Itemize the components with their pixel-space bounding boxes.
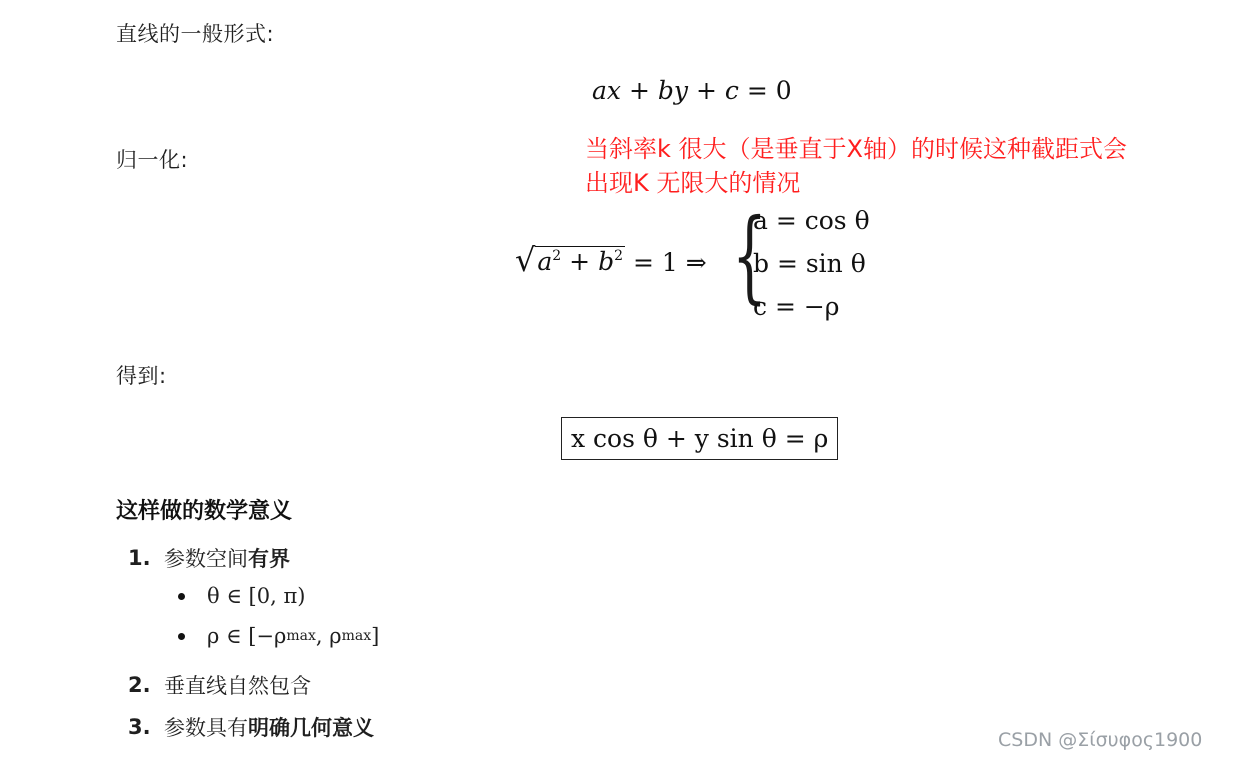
case-2: b = sin θ	[753, 249, 866, 278]
annotation-line-1: 当斜率k 很大（是垂直于X轴）的时候这种截距式会	[585, 135, 1127, 163]
annotation-line-2: 出现K 无限大的情况	[585, 169, 801, 197]
bullet-icon	[178, 633, 185, 640]
annotation-note	[585, 132, 1127, 200]
general-form-label: 直线的一般形式:	[116, 22, 275, 46]
bullet-item: θ ∈ [0, π)	[178, 584, 305, 608]
case-3: c = −ρ	[753, 292, 840, 321]
general-form-equation: ax + by + c = 0	[592, 76, 792, 105]
list-item: 2. 垂直线自然包含	[128, 673, 311, 698]
left-brace: {	[732, 197, 767, 314]
watermark: CSDN @Σίσυφος1900	[998, 729, 1203, 751]
section-heading: 这样做的数学意义	[116, 499, 293, 524]
bullet-item: ρ ∈ [−ρ max , ρ max ]	[178, 624, 379, 648]
result-equation: x cos θ + y sin θ = ρ	[561, 417, 838, 460]
sqrt-expression: √ $a^2 + b^2$	[515, 241, 623, 279]
list-item: 1. 参数空间 有界	[128, 546, 290, 571]
list-item: 3. 参数具有 明确几何意义	[128, 715, 374, 740]
bullet-icon	[178, 593, 185, 600]
obtain-label: 得到:	[116, 364, 167, 388]
normalize-lhs: √ $a^2 + b^2$ = 1 ⇒	[515, 241, 707, 279]
case-1: a = cos θ	[753, 206, 870, 235]
normalize-label: 归一化:	[116, 148, 189, 172]
